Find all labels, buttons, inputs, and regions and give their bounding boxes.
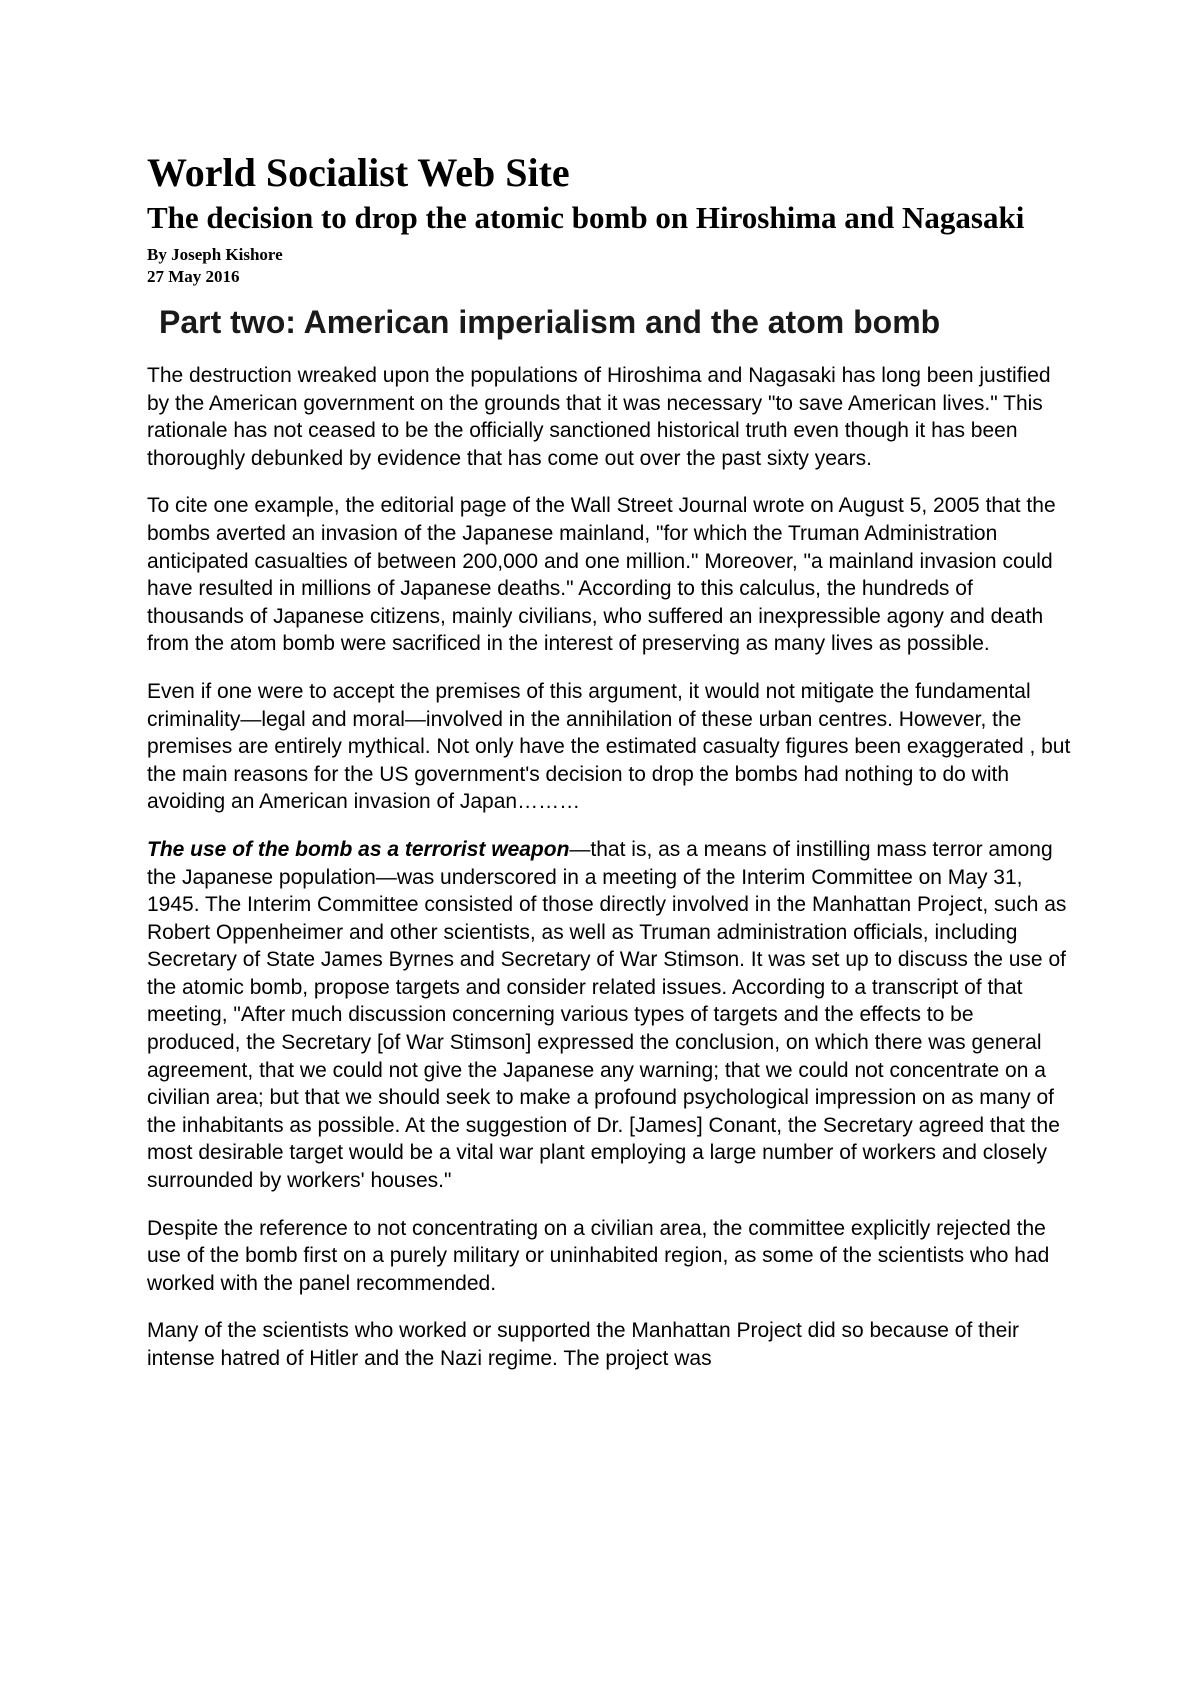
paragraph-4-rest: —that is, as a means of instilling mass terror among the Japanese population—was underscored in a meeting of the Interim Committee on May 31, 1945. The Interim Committee consisted of those directly involved in the Manhattan Project, such as Robert Oppenheimer and other scientists, as well as Truman administration officials, including Secretary of State James Byrnes and Secretary of War Stimson. It was set up to discuss the use of the atomic bomb, propose targets and consider related issues. According to a transcript of that meeting, "After much discussion concerning various types of targets and the effects to be produced, the Secretary [of War Stimson] expressed the conclusion, on which there was general agreement, that we could not give the Japanese any warning; that we could not concentrate on a civilian area; but that we should seek to make a profound psychological impression on as many of the inhabitants as possible. At the suggestion of Dr. [James] Conant, the Secretary agreed that the most desirable target would be a vital war plant employing a large number of workers and closely surrounded by workers' houses." (147, 837, 1067, 1193)
date: 27 May 2016 (147, 267, 240, 286)
site-title: World Socialist Web Site (147, 150, 570, 195)
paragraph-5: Despite the reference to not concentrating on a civilian area, the committee explicitly rejected the use of the bomb first on a purely military or uninhabited region, as some of the scientists who had worked with the panel recommended. (147, 1216, 1050, 1295)
paragraph-6: Many of the scientists who worked or supported the Manhattan Project did so because of their intense hatred of Hitler and the Nazi regime. The project was (147, 1319, 1019, 1370)
paragraph-3: Even if one were to accept the premises of this argument, it would not mitigate the fundamental criminality—legal and moral—involved in the annihilation of these urban centres. However, the premises are entirely mythical. Not only have the estimated casualty figures been exaggerated , but the main reasons for the US government's decision to drop the bombs had nothing to do with avoiding an American invasion of Japan……… (147, 679, 1071, 814)
article-title: The decision to drop the atomic bomb on Hiroshima and Nagasaki (147, 200, 1025, 235)
section-heading: Part two: American imperialism and the atom bomb (159, 304, 941, 340)
paragraph-2: To cite one example, the editorial page of the Wall Street Journal wrote on August 5, 2005 that the bombs averted an invasion of the Japanese mainland, "for which the Truman Administration anticipated casualties of between 200,000 and one million." Moreover, "a mainland invasion could have resulted in millions of Japanese deaths." According to this calculus, the hundreds of thousands of Japanese citizens, mainly civilians, who suffered an inexpressible agony and death from the atom bomb were sacrificed in the interest of preserving as many lives as possible. (147, 494, 1056, 656)
paragraph-4-lead: The use of the bomb as a terrorist weapon (147, 837, 570, 861)
paragraph-4 (147, 836, 1072, 1195)
paragraph-1: The destruction wreaked upon the populations of Hiroshima and Nagasaki has long been justified by the American government on the grounds that it was necessary "to save American lives." This rationale has not ceased to be the officially sanctioned historical truth even though it has been thoroughly debunked by evidence that has come out over the past sixty years. (147, 364, 1051, 470)
document-page (147, 150, 1072, 1393)
article-body (147, 362, 1072, 1373)
byline: By Joseph Kishore (147, 245, 283, 264)
